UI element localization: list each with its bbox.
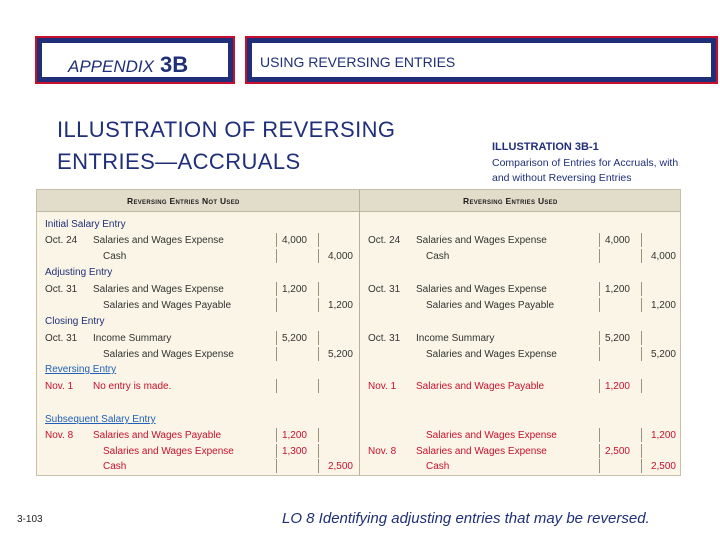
entry-date: Oct. 31 [368, 284, 401, 295]
entry-account: Cash [103, 461, 127, 472]
entry-debit: 5,200 [281, 333, 307, 344]
entry-debit: 2,500 [604, 446, 630, 457]
entry-account: Salaries and Wages Expense [103, 446, 234, 457]
column-rule [276, 282, 277, 296]
entry-date: Oct. 31 [45, 284, 78, 295]
column-rule [599, 249, 600, 263]
column-rule [599, 233, 600, 247]
topic-banner [245, 36, 718, 84]
column-rule [276, 444, 277, 458]
entry-debit: 1,200 [281, 430, 307, 441]
entry-account: No entry is made. [93, 381, 172, 392]
section-initial-salary: Initial Salary Entry [45, 219, 126, 230]
column-rule [641, 428, 642, 442]
column-rule [276, 347, 277, 361]
entry-credit: 1,200 [650, 430, 676, 441]
page-title: ILLUSTRATION OF REVERSING ENTRIES—ACCRUALS [57, 117, 396, 174]
column-rule [276, 331, 277, 345]
table-column-divider [359, 190, 360, 475]
column-rule [276, 298, 277, 312]
column-rule [641, 444, 642, 458]
entry-date: Nov. 1 [368, 381, 397, 392]
illustration-caption: Comparison of Entries for Accruals, with and without Reversing Entries [492, 157, 679, 184]
entry-debit: 5,200 [604, 333, 630, 344]
section-adjusting: Adjusting Entry [45, 267, 113, 278]
topic-title: USING REVERSING ENTRIES [260, 54, 456, 70]
entry-date: Oct. 24 [45, 235, 78, 246]
column-rule [641, 347, 642, 361]
entry-debit: 4,000 [604, 235, 630, 246]
entry-date: Nov. 1 [45, 381, 74, 392]
entry-date: Oct. 31 [368, 333, 401, 344]
column-rule [599, 282, 600, 296]
column-rule [318, 428, 319, 442]
entry-account: Salaries and Wages Expense [426, 349, 557, 360]
entry-account: Salaries and Wages Expense [93, 284, 224, 295]
entry-account: Salaries and Wages Expense [426, 430, 557, 441]
column-rule [599, 331, 600, 345]
column-rule [599, 428, 600, 442]
appendix-label: APPENDIX [68, 57, 154, 76]
column-rule [599, 459, 600, 473]
journal-entries-table [36, 189, 681, 476]
entry-debit: 1,200 [281, 284, 307, 295]
entry-credit: 2,500 [327, 461, 353, 472]
column-rule [318, 233, 319, 247]
entry-account: Cash [426, 461, 450, 472]
column-rule [276, 379, 277, 393]
entry-credit: 5,200 [327, 349, 353, 360]
entry-debit: 1,200 [604, 381, 630, 392]
column-rule [641, 298, 642, 312]
entry-debit: 1,300 [281, 446, 307, 457]
entry-account: Salaries and Wages Payable [416, 381, 545, 392]
column-rule [318, 331, 319, 345]
column-rule [276, 459, 277, 473]
column-rule [318, 347, 319, 361]
appendix-banner [35, 36, 235, 84]
entry-date: Nov. 8 [45, 430, 74, 441]
column-rule [641, 249, 642, 263]
column-rule [276, 249, 277, 263]
column-rule [599, 379, 600, 393]
column-rule [276, 233, 277, 247]
column-rule [641, 282, 642, 296]
column-rule [318, 249, 319, 263]
column-rule [599, 347, 600, 361]
entry-account: Cash [426, 251, 450, 262]
column-rule [641, 331, 642, 345]
entry-account: Salaries and Wages Expense [93, 235, 224, 246]
column-rule [641, 379, 642, 393]
column-rule [318, 459, 319, 473]
slide-number: 3-103 [17, 514, 43, 525]
entry-credit: 5,200 [650, 349, 676, 360]
entry-date: Oct. 31 [45, 333, 78, 344]
column-rule [276, 428, 277, 442]
entry-account: Income Summary [416, 333, 495, 344]
table-header-not-used: Reversing Entries Not Used [37, 190, 359, 212]
entry-account: Salaries and Wages Expense [416, 284, 547, 295]
column-rule [641, 459, 642, 473]
column-rule [599, 444, 600, 458]
illustration-code: ILLUSTRATION 3B-1 [492, 141, 599, 153]
learning-objective: LO 8 Identifying adjusting entries that may be reversed. [282, 510, 650, 527]
section-closing: Closing Entry [45, 316, 105, 327]
table-header-used: Reversing Entries Used [360, 190, 680, 212]
entry-account: Cash [103, 251, 127, 262]
entry-credit: 4,000 [327, 251, 353, 262]
entry-account: Salaries and Wages Payable [426, 300, 555, 311]
entry-credit: 1,200 [327, 300, 353, 311]
section-subsequent-salary: Subsequent Salary Entry [45, 414, 156, 425]
entry-account: Salaries and Wages Payable [103, 300, 232, 311]
entry-account: Salaries and Wages Expense [103, 349, 234, 360]
entry-account: Salaries and Wages Expense [416, 235, 547, 246]
entry-date: Nov. 8 [368, 446, 397, 457]
column-rule [318, 379, 319, 393]
entry-account: Salaries and Wages Payable [93, 430, 222, 441]
entry-credit: 2,500 [650, 461, 676, 472]
entry-debit: 4,000 [281, 235, 307, 246]
column-rule [318, 282, 319, 296]
entry-credit: 4,000 [650, 251, 676, 262]
entry-account: Salaries and Wages Expense [416, 446, 547, 457]
entry-account: Income Summary [93, 333, 172, 344]
entry-debit: 1,200 [604, 284, 630, 295]
column-rule [641, 233, 642, 247]
column-rule [318, 444, 319, 458]
entry-date: Oct. 24 [368, 235, 401, 246]
section-reversing: Reversing Entry [45, 364, 117, 375]
column-rule [599, 298, 600, 312]
column-rule [318, 298, 319, 312]
entry-credit: 1,200 [650, 300, 676, 311]
appendix-number: 3B [159, 52, 189, 77]
